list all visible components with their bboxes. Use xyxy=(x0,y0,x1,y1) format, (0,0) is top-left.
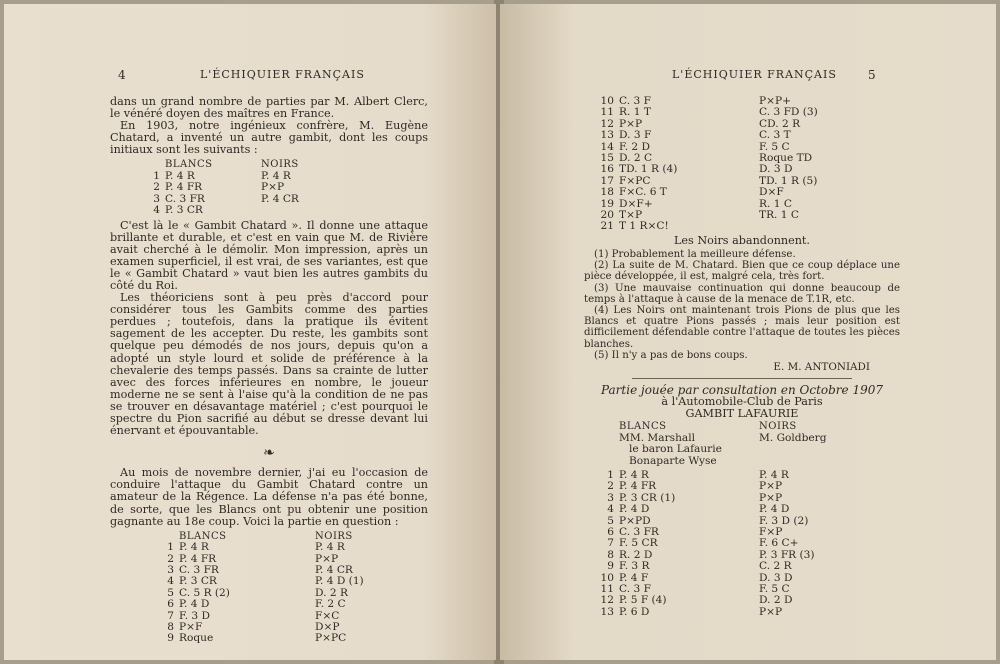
right-body xyxy=(584,96,900,618)
move-row: 20 T×P TR. 1 C xyxy=(600,209,799,222)
left-body xyxy=(110,96,428,645)
game-moves-continued xyxy=(600,96,900,233)
game-moves-table xyxy=(160,531,428,645)
left-paragraph-3: C'est là le « Gambit Chatard ». Il donne une attaque brillante et durable, et c'est en vain que M. de Rivière avait cherché à le démolir. Mon impression, après un examen superficiel, il est vrai, de ses variantes, est que le « Gambit Chatard » vaut bien les autres gambits du côté du Roi. xyxy=(110,218,428,292)
move-row: 12 P×P CD. 2 R xyxy=(600,117,801,130)
white-player: le baron Lafaurie xyxy=(629,443,722,456)
black-player: M. Goldberg xyxy=(759,431,827,444)
move-row: 7 F. 5 CR F. 6 C+ xyxy=(607,537,799,550)
black-column-head: NOIRS xyxy=(315,530,353,542)
resignation-line: Les Noirs abandonnent. xyxy=(674,233,810,247)
left-paragraph-1: dans un grand nombre de parties par M. Albert Clerc, le vénéré doyen des maîtres en France. xyxy=(110,95,428,121)
black-column-head: NOIRS xyxy=(261,159,299,171)
move-row: 13 P. 6 D P×P xyxy=(600,605,783,618)
move-row: 1 P. 4 R P. 4 R xyxy=(607,469,789,481)
white-player: Bonaparte Wyse xyxy=(629,454,717,467)
left-running-head: L'ÉCHIQUIER FRANÇAIS xyxy=(200,68,365,81)
move-row: 12 P. 5 F (4) D. 2 D xyxy=(600,594,793,607)
move-row: 2 P. 4 FR P×P xyxy=(167,552,339,565)
move-row: 4 P. 4 D P. 4 D xyxy=(607,503,790,516)
white-column-head: BLANCS xyxy=(165,159,213,171)
footnotes xyxy=(584,249,900,361)
move-row: 3 C. 3 FR P. 4 CR xyxy=(167,563,353,576)
author-signature: E. M. ANTONIADI xyxy=(773,361,870,373)
game2-moves-table xyxy=(600,470,900,618)
left-paragraph-2: En 1903, notre ingénieux confrère, M. Eugène Chatard, a inventé un autre gambit, dont les coups initiaux sont les suivants : xyxy=(110,119,428,157)
move-row: 6 C. 3 FR F×P xyxy=(607,526,783,539)
footnote: (1) Probablement la meilleure défense. xyxy=(594,248,796,260)
move-row: 15 D. 2 C Roque TD xyxy=(600,152,813,165)
left-paragraph-5: Au mois de novembre dernier, j'ai eu l'occasion de conduire l'attaque du Gambit Chatard contre un amateur de la Régence. La défense n'a pas été bonne, de sorte, que les Blancs ont pu obtenir une position gagnante au 18e coup. Voici la partie en question : xyxy=(110,466,428,528)
footnote: (5) Il n'y a pas de bons coups. xyxy=(594,349,748,361)
ornament-icon: ❧ xyxy=(263,445,275,462)
game2-opening: GAMBIT LAFAURIE xyxy=(685,407,799,421)
section-divider xyxy=(632,378,852,379)
move-row: 1 P. 4 R P. 4 R xyxy=(167,541,345,554)
white-column-head: BLANCS xyxy=(179,530,227,542)
move-row: 11 C. 3 F F. 5 C xyxy=(600,583,790,596)
move-row: 17 F×PC TD. 1 R (5) xyxy=(600,174,818,187)
move-row: 3 P. 3 CR (1) P×P xyxy=(607,491,783,504)
move-row: 4 P. 3 CR P. 4 D (1) xyxy=(167,575,364,588)
move-row: 13 D. 3 F C. 3 T xyxy=(600,129,791,142)
white-player: MM. Marshall xyxy=(619,431,696,444)
move-row: 18 F×C. 6 T D×F xyxy=(600,186,784,199)
move-row: 10 P. 4 F D. 3 D xyxy=(600,571,793,584)
move-row: 3 C. 3 FR P. 4 CR xyxy=(153,192,299,205)
move-row: 11 R. 1 T C. 3 FD (3) xyxy=(600,106,818,119)
black-column-head: NOIRS xyxy=(759,421,797,433)
move-row: 21 T 1 R×C! xyxy=(600,220,669,233)
move-row: 2 P. 4 FR P×P xyxy=(153,181,285,194)
move-row: 19 D×F+ R. 1 C xyxy=(600,197,792,210)
move-row: 7 F. 3 D F×C xyxy=(167,609,340,622)
footnote: (4) Les Noirs ont maintenant trois Pions de plus que les Blancs et quatre Pions passés ; mais leur position est difficilement défendable contre l'attaque de toutes les pièces blanches. xyxy=(584,304,900,350)
game2-header xyxy=(600,421,900,467)
move-row: 5 P×PD F. 3 D (2) xyxy=(607,514,809,527)
move-row: 16 TD. 1 R (4) D. 3 D xyxy=(600,163,793,176)
white-column-head: BLANCS xyxy=(619,421,667,433)
game2-title: Partie jouée par consultation en Octobre 1907 xyxy=(600,383,883,398)
move-row: 2 P. 4 FR P×P xyxy=(607,480,783,493)
gambit-moves-table xyxy=(146,159,428,216)
move-row: 9 Roque P×PC xyxy=(167,632,347,645)
move-row: 8 P×F D×P xyxy=(167,621,340,633)
footnote: (2) La suite de M. Chatard. Bien que ce coup déplace une pièce développée, il est, malgré cela, très fort. xyxy=(584,260,900,283)
move-row: 14 F. 2 D F. 5 C xyxy=(600,140,790,153)
right-running-head: L'ÉCHIQUIER FRANÇAIS xyxy=(672,68,837,81)
right-page xyxy=(500,4,996,660)
game2-venue: à l'Automobile-Club de Paris xyxy=(661,395,823,409)
right-page-number: 5 xyxy=(868,68,876,82)
move-row: 4 P. 3 CR xyxy=(153,204,203,217)
move-row: 6 P. 4 D F. 2 C xyxy=(167,598,346,611)
move-row: 9 F. 3 R C. 2 R xyxy=(607,560,792,573)
footnote: (3) Une mauvaise continuation qui donne beaucoup de temps à l'attaque à cause de la menace de T.1R, etc. xyxy=(584,282,900,305)
left-paragraph-4: Les théoriciens sont à peu près d'accord pour considérer tous les Gambits comme des parties perdues ; toutefois, dans la pratique ils évitent sagement de les accepter. Du reste, les gambits sont quelque peu démodés de nos jours, depuis qu'on a adopté un style lourd et solide de préférence à la chevalerie des temps passés. Dans sa crainte de lutter avec des forces inférieures en nombre, le joueur moderne ne se sent à l'aise qu'à la condition de ne pas se trouver en désavantage matériel ; c'est pourquoi le spectre du Pion sacrifié au début se dresse devant lui énervant et épouvantable. xyxy=(110,291,428,438)
left-page xyxy=(4,4,496,660)
move-row: 1 P. 4 R P. 4 R xyxy=(153,169,291,182)
move-row: 5 C. 5 R (2) D. 2 R xyxy=(167,586,348,599)
move-row: 8 R. 2 D P. 3 FR (3) xyxy=(607,548,815,561)
left-page-number: 4 xyxy=(118,68,126,82)
move-row: 10 C. 3 F P×P+ xyxy=(600,95,792,107)
